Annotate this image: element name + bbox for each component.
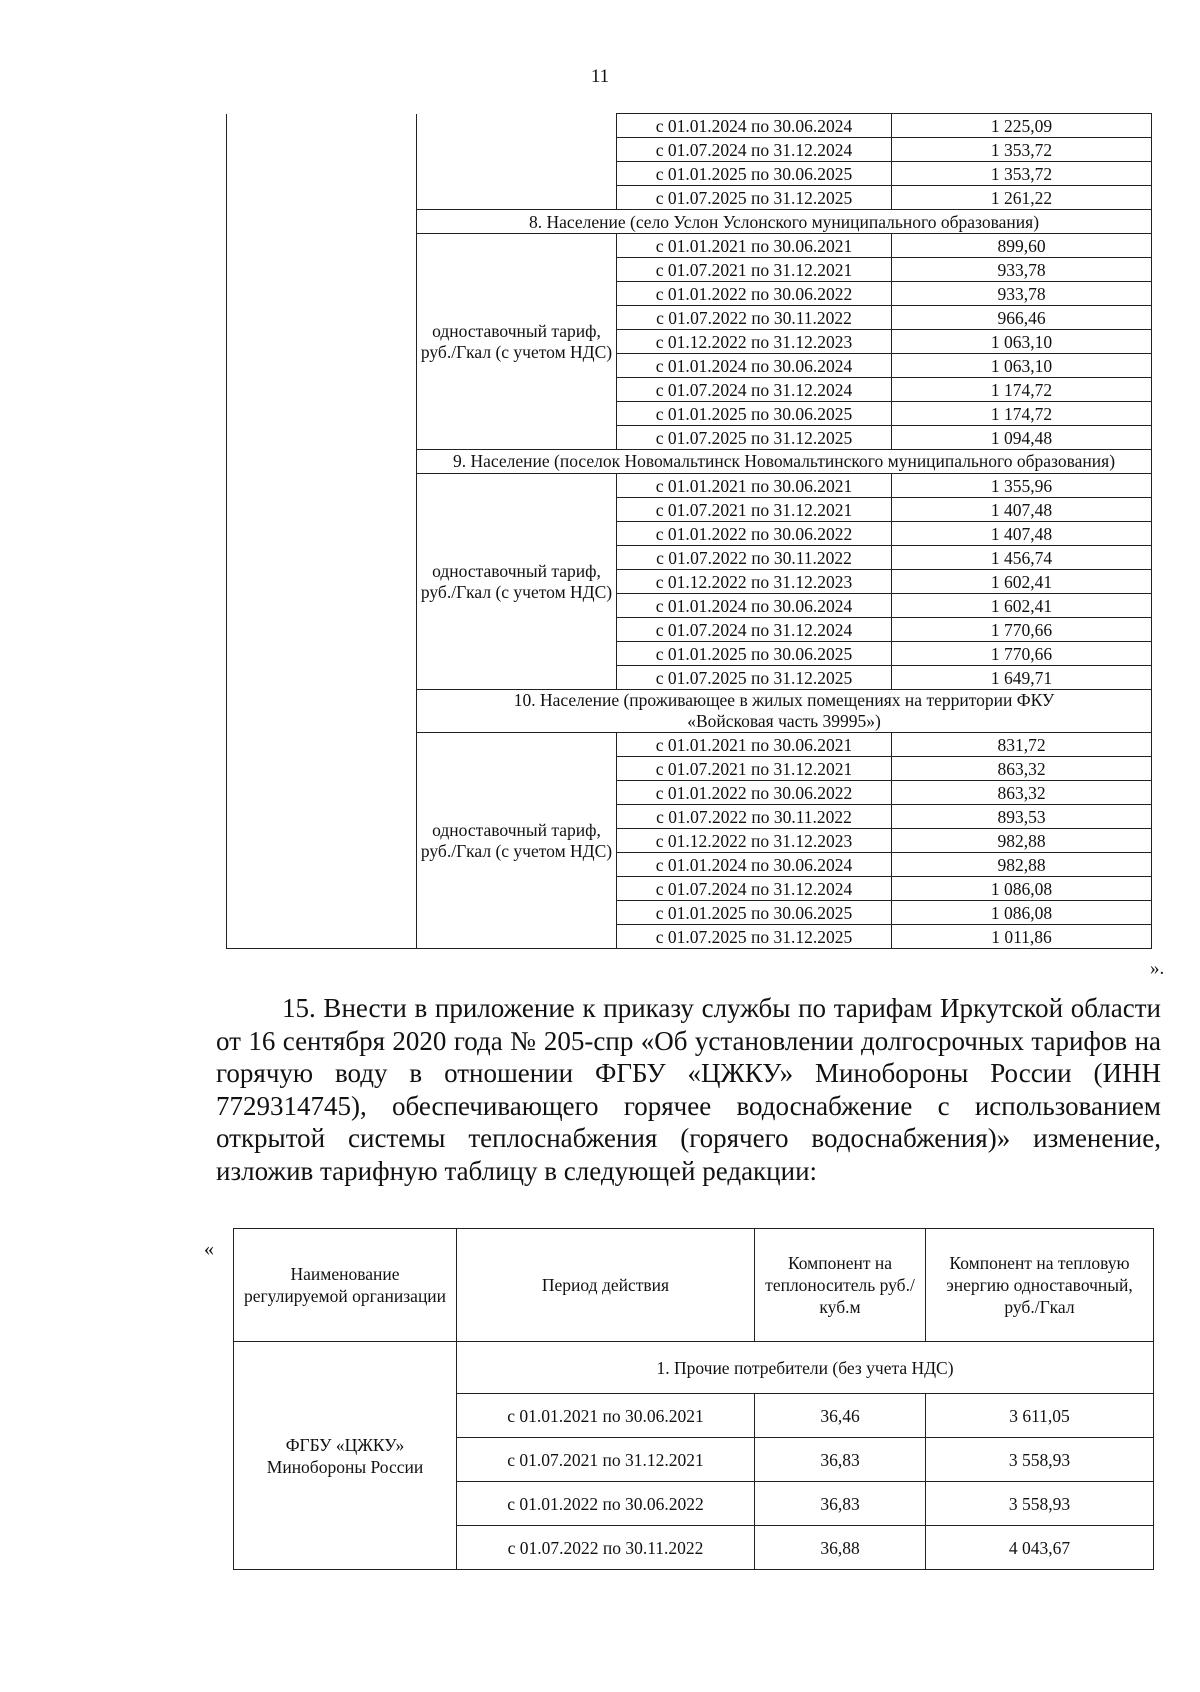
period-cell: с 01.01.2025 по 30.06.2025 <box>617 901 892 925</box>
value-cell: 1 602,41 <box>892 570 1152 594</box>
energy-cell: 3 611,05 <box>926 1394 1154 1438</box>
period-cell: с 01.07.2025 по 31.12.2025 <box>617 666 892 690</box>
tariff-label: одноставочный тариф, руб./Гкал (с учетом НДС) <box>417 474 617 690</box>
period-cell: с 01.01.2024 по 30.06.2024 <box>617 853 892 877</box>
carrier-cell: 36,88 <box>755 1526 926 1570</box>
value-cell: 933,78 <box>892 282 1152 306</box>
org-name: ФГБУ «ЦЖКУ» Минобороны России <box>234 1342 457 1570</box>
period-cell: с 01.01.2024 по 30.06.2024 <box>617 354 892 378</box>
value-cell: 863,32 <box>892 757 1152 781</box>
value-cell: 982,88 <box>892 829 1152 853</box>
value-cell: 1 649,71 <box>892 666 1152 690</box>
value-cell: 1 407,48 <box>892 498 1152 522</box>
header-carrier: Компонент на теплоноситель руб./куб.м <box>755 1229 926 1342</box>
period-cell: с 01.07.2021 по 31.12.2021 <box>617 498 892 522</box>
carrier-cell: 36,46 <box>755 1394 926 1438</box>
header-energy: Компонент на тепловую энергию одноставочный, руб./Гкал <box>926 1229 1154 1342</box>
value-cell: 982,88 <box>892 853 1152 877</box>
period-cell: с 01.01.2022 по 30.06.2022 <box>457 1482 755 1526</box>
section-title: 8. Население (село Услон Услонского муниципального образования) <box>417 210 1152 234</box>
period-cell: с 01.12.2022 по 31.12.2023 <box>617 570 892 594</box>
period-cell: с 01.01.2024 по 30.06.2024 <box>617 114 892 138</box>
header-row <box>234 1229 1154 1342</box>
period-cell: с 01.07.2021 по 31.12.2021 <box>457 1438 755 1482</box>
energy-cell: 4 043,67 <box>926 1526 1154 1570</box>
value-cell: 1 353,72 <box>892 162 1152 186</box>
value-cell: 1 086,08 <box>892 901 1152 925</box>
carrier-cell: 36,83 <box>755 1438 926 1482</box>
section-title: 10. Население (проживающее в жилых помещениях на территории ФКУ «Войсковая часть 39995») <box>417 690 1152 733</box>
value-cell: 893,53 <box>892 805 1152 829</box>
period-cell: с 01.07.2025 по 31.12.2025 <box>617 186 892 210</box>
period-cell: с 01.01.2021 по 30.06.2021 <box>617 234 892 258</box>
section-title: 9. Население (поселок Новомальтинск Новомальтинского муниципального образования) <box>417 450 1152 474</box>
period-cell: с 01.01.2022 по 30.06.2022 <box>617 282 892 306</box>
value-cell: 1 456,74 <box>892 546 1152 570</box>
period-cell: с 01.01.2021 по 30.06.2021 <box>457 1394 755 1438</box>
page-number: 11 <box>590 66 610 87</box>
period-cell: с 01.12.2022 по 31.12.2023 <box>617 330 892 354</box>
period-cell: с 01.01.2021 по 30.06.2021 <box>617 474 892 498</box>
value-cell: 1 261,22 <box>892 186 1152 210</box>
section-title: 1. Прочие потребители (без учета НДС) <box>457 1342 1154 1394</box>
carrier-cell: 36,83 <box>755 1482 926 1526</box>
value-cell: 1 355,96 <box>892 474 1152 498</box>
hot-water-tariff-table <box>233 1228 1154 1570</box>
value-cell: 933,78 <box>892 258 1152 282</box>
period-cell: с 01.07.2024 по 31.12.2024 <box>617 877 892 901</box>
tariff-label: одноставочный тариф, руб./Гкал (с учетом НДС) <box>417 733 617 949</box>
period-cell: с 01.07.2025 по 31.12.2025 <box>617 925 892 949</box>
period-cell: с 01.01.2024 по 30.06.2024 <box>617 594 892 618</box>
period-cell: с 01.12.2022 по 31.12.2023 <box>617 829 892 853</box>
period-cell: с 01.07.2022 по 30.11.2022 <box>617 805 892 829</box>
period-cell: с 01.07.2024 по 31.12.2024 <box>617 378 892 402</box>
opening-quote: « <box>204 1238 214 1260</box>
period-cell: с 01.07.2024 по 31.12.2024 <box>617 138 892 162</box>
period-cell: с 01.07.2024 по 31.12.2024 <box>617 618 892 642</box>
value-cell: 1 086,08 <box>892 877 1152 901</box>
amendment-paragraph: 15. Внести в приложение к приказу службы по тарифам Иркутской области от 16 сентября 2020 года № 205-спр «Об установлении долгосрочных тарифов на горячую воду в отношении ФГБУ «ЦЖКУ» Минобороны России (ИНН 7729314745), обеспечивающего горячее водоснабжение с использованием открытой системы теплоснабжения (горячего водоснабжения)» изменение, изложив тарифную таблицу в следующей редакции: <box>216 993 1161 1186</box>
period-cell: с 01.07.2025 по 31.12.2025 <box>617 426 892 450</box>
period-cell: с 01.07.2022 по 30.11.2022 <box>617 546 892 570</box>
period-cell: с 01.01.2022 по 30.06.2022 <box>617 522 892 546</box>
value-cell: 899,60 <box>892 234 1152 258</box>
value-cell: 1 407,48 <box>892 522 1152 546</box>
period-cell: с 01.01.2025 по 30.06.2025 <box>617 162 892 186</box>
value-cell: 1 063,10 <box>892 354 1152 378</box>
value-cell: 863,32 <box>892 781 1152 805</box>
value-cell: 1 225,09 <box>892 114 1152 138</box>
header-period: Период действия <box>457 1229 755 1342</box>
section-header-row <box>234 1342 1154 1394</box>
energy-cell: 3 558,93 <box>926 1482 1154 1526</box>
header-org: Наименование регулируемой организации <box>234 1229 457 1342</box>
closing-quote: ». <box>1150 958 1165 979</box>
period-cell: с 01.07.2021 по 31.12.2021 <box>617 757 892 781</box>
value-cell: 1 063,10 <box>892 330 1152 354</box>
table-row <box>227 114 1152 138</box>
period-cell: с 01.07.2022 по 30.11.2022 <box>457 1526 755 1570</box>
org-column-continued <box>227 114 417 949</box>
value-cell: 1 174,72 <box>892 378 1152 402</box>
value-cell: 1 094,48 <box>892 426 1152 450</box>
energy-cell: 3 558,93 <box>926 1438 1154 1482</box>
value-cell: 966,46 <box>892 306 1152 330</box>
period-cell: с 01.01.2025 по 30.06.2025 <box>617 402 892 426</box>
value-cell: 1 353,72 <box>892 138 1152 162</box>
value-cell: 1 011,86 <box>892 925 1152 949</box>
tariff-table-continued <box>226 113 1152 949</box>
value-cell: 1 174,72 <box>892 402 1152 426</box>
tariff-label-continued <box>417 114 617 210</box>
period-cell: с 01.01.2022 по 30.06.2022 <box>617 781 892 805</box>
tariff-label: одноставочный тариф, руб./Гкал (с учетом НДС) <box>417 234 617 450</box>
period-cell: с 01.01.2025 по 30.06.2025 <box>617 642 892 666</box>
value-cell: 1 602,41 <box>892 594 1152 618</box>
value-cell: 831,72 <box>892 733 1152 757</box>
period-cell: с 01.01.2021 по 30.06.2021 <box>617 733 892 757</box>
period-cell: с 01.07.2021 по 31.12.2021 <box>617 258 892 282</box>
value-cell: 1 770,66 <box>892 618 1152 642</box>
period-cell: с 01.07.2022 по 30.11.2022 <box>617 306 892 330</box>
value-cell: 1 770,66 <box>892 642 1152 666</box>
